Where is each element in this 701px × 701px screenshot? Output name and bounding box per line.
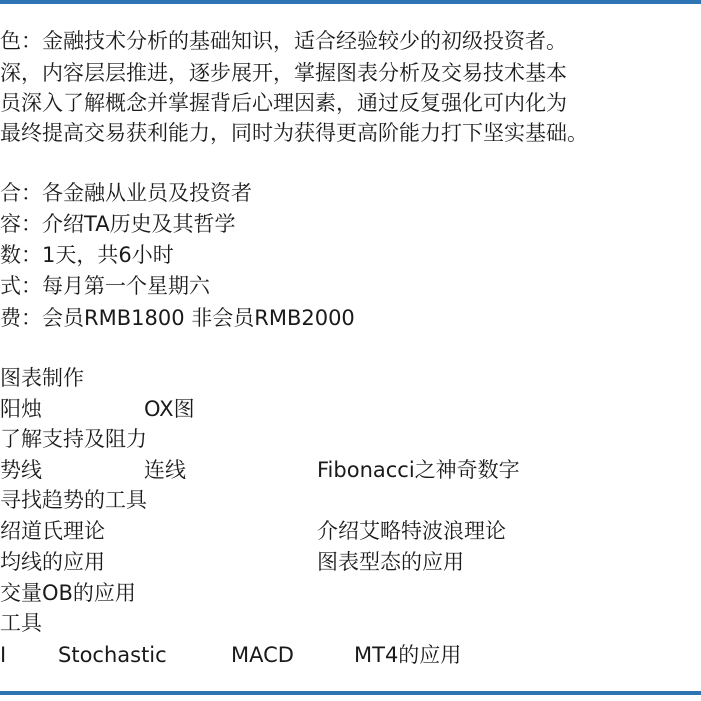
topic-chart-making: 图表制作 [0,366,84,390]
intro-line-2: 深，内容层层推进，逐步展开，掌握图表分析及交易技术基本 [0,61,567,85]
intro-line-3: 员深入了解概念并掌握背后心理因素，通过反复强化可内化为 [0,91,567,115]
topic-tools: 工具 [0,611,42,635]
detail-content: 容：介绍TA历史及其哲学 [0,212,236,236]
topic-mt4: MT4的应用 [354,643,462,667]
intro-line-4: 最终提高交易获利能力，同时为获得更高阶能力打下坚实基础。 [0,121,588,145]
topic-support-resistance: 了解支持及阻力 [0,427,147,451]
detail-duration: 数：1天，共6小时 [0,243,174,267]
topic-trend-tools: 寻找趋势的工具 [0,488,147,512]
topic-connecting-line: 连线 [144,458,186,482]
topic-elliott-wave: 介绍艾略特波浪理论 [317,519,506,543]
topic-fibonacci: Fibonacci之神奇数字 [317,458,520,482]
detail-audience: 合：各金融从业员及投资者 [0,181,252,205]
topic-candlestick: 阳烛 [0,397,42,421]
topic-trend-line: 势线 [0,458,42,482]
topic-dow-theory: 绍道氏理论 [0,519,105,543]
topic-moving-average: 均线的应用 [0,550,105,574]
topic-stochastic: Stochastic [58,643,167,667]
detail-fee: 费：会员RMB1800 非会员RMB2000 [0,306,355,330]
top-border-rule [0,0,701,4]
topic-ox-chart: OX图 [144,397,195,421]
topic-volume-obv: 交量OB的应用 [0,581,136,605]
topic-indicator-fragment: I [0,643,7,667]
topic-chart-patterns: 图表型态的应用 [317,550,464,574]
topic-macd: MACD [231,643,294,667]
detail-schedule: 式：每月第一个星期六 [0,274,210,298]
bottom-border-rule [0,691,701,695]
intro-line-1: 色：金融技术分析的基础知识，适合经验较少的初级投资者。 [0,29,567,53]
